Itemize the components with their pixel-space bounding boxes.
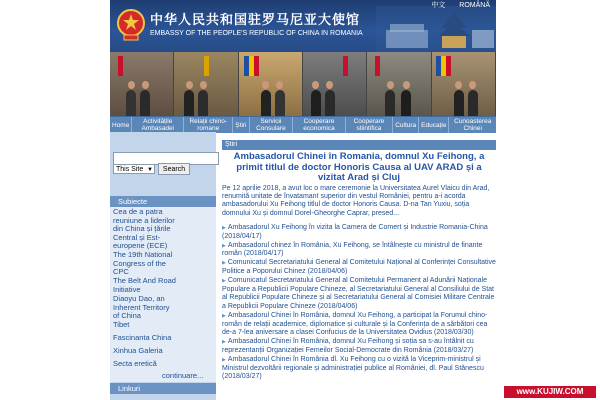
sidebar bbox=[110, 132, 216, 400]
news-item[interactable]: ▶ Comunicatul Secretariatului General al Comitetului Permanent al Adunării Naționale Populare a Republicii Populare Chineze, al Secretariatului General al Consiliului de Stat al Republicii Populare Chineze și al Secretariatului General al Comisiei Militare Centrale a Republicii Populare Chineze (2018/04/06) bbox=[222, 277, 495, 310]
banner-photo[interactable] bbox=[174, 52, 238, 116]
national-emblem-icon bbox=[116, 8, 146, 42]
page bbox=[110, 0, 496, 400]
banner-photo[interactable] bbox=[239, 52, 303, 116]
news-list bbox=[222, 224, 496, 382]
site-title-chinese: 中华人民共和国驻罗马尼亚大使馆 bbox=[150, 13, 361, 28]
subject-link[interactable]: Fascinanta China bbox=[113, 333, 172, 342]
bullet-icon: ▶ bbox=[222, 225, 226, 231]
subjects-heading: Subiecte bbox=[110, 196, 216, 207]
banner-photo[interactable] bbox=[303, 52, 367, 116]
nav-cooperare-economica[interactable]: Cooperare economica bbox=[293, 117, 345, 133]
subjects-more-link[interactable]: continuare... bbox=[162, 371, 204, 380]
links-heading: Linkuri bbox=[110, 383, 216, 394]
nav-activitati-ambasadei[interactable]: Activitățile Ambasadei bbox=[132, 117, 184, 133]
main-navigation bbox=[110, 116, 496, 133]
news-item[interactable]: ▶ Ambasadorul Chinei în România, domnul Xu Feihong, a participat la Forumul chino-român de relații academice, diplomatice și culturale și la Conferința de a sărbători cea de-a 7-lea aniversare a clasei Confucius de la Universitatea Ovidius (2018/03/30) bbox=[222, 311, 488, 337]
news-item[interactable]: ▶ Ambasadorul chinez în România, Xu Feihong, se întâlnește cu ministrul de finante român (2018/04/17) bbox=[222, 241, 483, 258]
news-item[interactable]: ▶ Comunicatul Secretariatului General al Comitetului Național al Conferinței Consultative Politice a Poporului Chinez (2018/04/06) bbox=[222, 259, 496, 275]
bullet-icon: ▶ bbox=[222, 260, 226, 267]
language-switcher bbox=[419, 0, 490, 10]
subject-link[interactable]: Cea de a patra reuniune a liderilor din China și țările Central și Est-europene (ECE) bbox=[113, 207, 175, 251]
nav-cultura[interactable]: Cultura bbox=[393, 117, 419, 133]
site-title-english: EMBASSY OF THE PEOPLE'S REPUBLIC OF CHINA IN ROMANIA bbox=[150, 30, 363, 37]
article-summary: Pe 12 aprilie 2018, a avut loc o mare ceremonie la Universitatea Aurel Vlaicu din Arad, renumită unitate de învatamant superior din vestul României, pentru a-i acorda ambasadorului Xu Feihong titlul de doctor Honoris Causa. D-na Tan Yuxiu, soția domnului Xu și domnul Dorel-Gheorghe Caprar, presed... bbox=[222, 185, 490, 217]
subjects-list bbox=[110, 207, 216, 382]
nav-educatie[interactable]: Educație bbox=[419, 117, 449, 133]
subject-link[interactable]: Tibet bbox=[113, 320, 130, 329]
nav-cooperare-stiintifica[interactable]: Cooperare stiintifica bbox=[346, 117, 394, 133]
nav-relatii-chino-romane[interactable]: Relații chino-romane bbox=[184, 117, 233, 133]
banner-photo[interactable] bbox=[110, 52, 174, 116]
nav-home[interactable]: Home bbox=[110, 117, 132, 133]
search-scope-value: This Site bbox=[116, 166, 144, 173]
lang-chinese-link[interactable]: 中文 bbox=[431, 2, 446, 9]
search-button[interactable]: Search bbox=[158, 163, 190, 175]
subject-link[interactable]: The 19th National Congress of the CPC bbox=[113, 250, 173, 277]
temple-of-heaven-illustration bbox=[376, 6, 496, 52]
subject-link[interactable]: Xinhua Galeria bbox=[113, 346, 163, 355]
photo-banner bbox=[110, 52, 496, 116]
breadcrumb: Știri bbox=[222, 140, 496, 150]
bullet-icon: ▶ bbox=[222, 242, 226, 249]
subject-link[interactable]: Secta eretică bbox=[113, 359, 157, 368]
nav-cunoasterea-chinei[interactable]: Cunoasterea Chinei bbox=[454, 118, 492, 132]
headline-link[interactable]: Ambasadorul Chinei în Romania, domnul Xu Feihong, a primit titlul de doctor Honoris Causa al UAV ARAD și a vizitat Arad și Cluj bbox=[233, 151, 485, 183]
bullet-icon: ▶ bbox=[222, 356, 226, 363]
watermark: www.KUJIW.COM bbox=[504, 386, 596, 398]
news-item[interactable]: ▶ Ambasadorul Chinei în România dl. Xu Feihong cu o vizită la Viceprim-ministrul și Ministrul dezvoltării regionale și administrației publice al României, dl. Paul Stănescu (2018/03/27) bbox=[222, 355, 484, 381]
bullet-icon: ▶ bbox=[222, 339, 226, 346]
nav-servicii-consulare[interactable]: Servicii Consulare bbox=[250, 117, 294, 133]
news-item[interactable]: ▶ Ambasadorul Chinei în România, domnul Xu Feihong și soția sa s-au întâlnit cu reprezentanții Organizației Femeilor Social-Democrate din România (2018/03/27) bbox=[222, 338, 474, 354]
search-scope-select[interactable] bbox=[113, 164, 155, 174]
lang-romanian-link[interactable]: ROMÂNĂ bbox=[459, 2, 490, 9]
banner-photo[interactable] bbox=[432, 52, 496, 116]
nav-stiri[interactable]: Știri bbox=[233, 117, 249, 133]
banner-photo[interactable] bbox=[367, 52, 431, 116]
news-item[interactable]: ▶ Ambasadorul Xu Feihong în vizita la Camera de Comert și Industrie Romania-China (2018/04/17) bbox=[222, 224, 488, 240]
bullet-icon: ▶ bbox=[222, 278, 226, 285]
site-header bbox=[110, 0, 496, 52]
subject-link[interactable]: The Belt And Road Initiative bbox=[113, 276, 176, 294]
chevron-down-icon: ▼ bbox=[147, 167, 153, 173]
bullet-icon: ▶ bbox=[222, 312, 226, 319]
subject-link[interactable]: Diaoyu Dao, an Inherent Territory of China bbox=[113, 294, 170, 321]
